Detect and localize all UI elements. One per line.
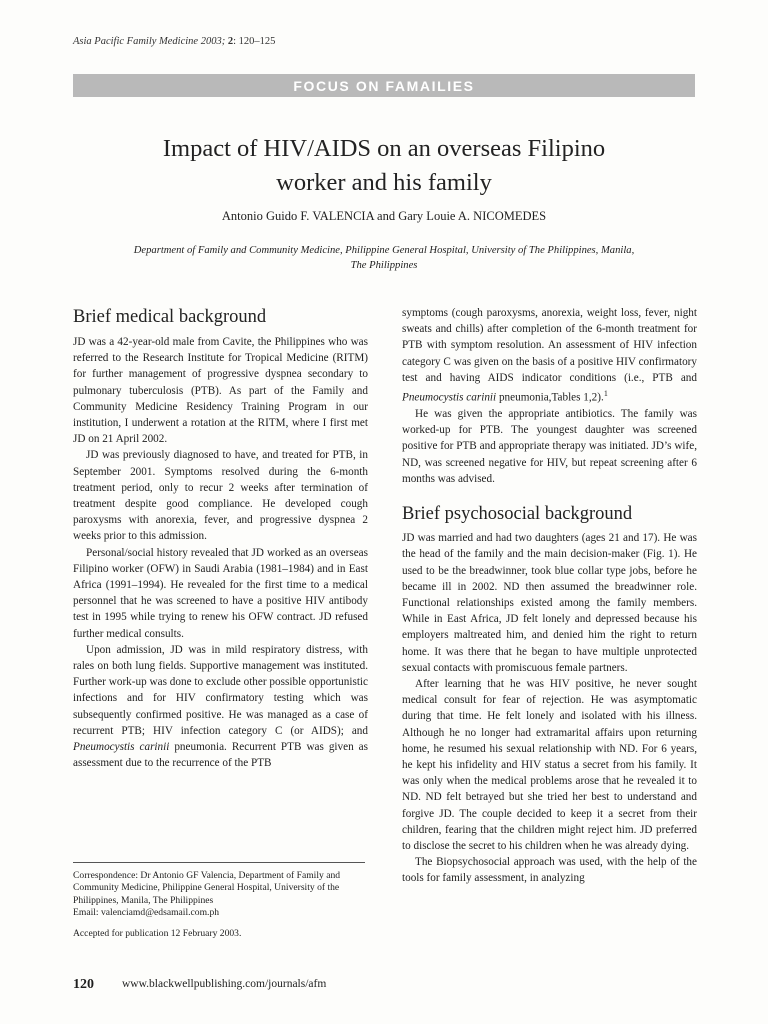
paragraph: [402, 305, 697, 406]
left-column: [73, 334, 368, 771]
paragraph: After learning that he was HIV positive, he never sought medical consult for fear of rejection. He was asymptomatic during that time. He felt lonely and isolated with his illness. Although he no longer had extramarital affairs upon returning home, he resumed his sexual relationship with ND. For 6 years, he kept his infidelity and HIV status a secret from his family. It was only when the medical problems arose that he revealed it to ND. ND felt betrayed but she tried her best to understand and forgive JD. The couple decided to keep it a secret from their children, fearing that the children might reject him. JD preferred to disclose the secret to his children when he was already dying.: [402, 678, 697, 853]
paragraph: Personal/social history revealed that JD worked as an overseas Filipino worker (OFW) in Saudi Arabia (1981–1984) and in East Africa (1991–1994). He revealed for the first time to a medical personnel that he was screened to have a positive HIV antibody test in 1995 while trying to renew his OFW contract. JD refused further medical consults.: [73, 546, 368, 640]
text-run: pneumonia. Recurrent PTB was given as assessment due to the recurrence of the PTB: [73, 741, 368, 770]
italic-term: Pneumocystis carinii: [402, 391, 497, 404]
text-run: pneumonia,Tables 1,2).: [496, 391, 604, 404]
page-number: 120: [73, 977, 94, 992]
correspondence-address: Correspondence: Dr Antonio GF Valencia, Department of Family and Community Medicine, Philippine General Hospital, University of the Philippines, Manila, The Philippines: [73, 870, 341, 906]
heading-psychosocial-background: Brief psychosocial background: [402, 503, 633, 524]
paragraph: JD was a 42-year-old male from Cavite, the Philippines who was referred to the Research Institute for Tropical Medicine (RITM) for further management of progressive dyspnea secondary to pulmonary tuberculosis (PTB). As part of the Family and Community Medicine Residency Training Program in our institution, I underwent a rotation at the RITM, where I first met JD on 21 April 2002.: [73, 336, 368, 446]
paragraph: [73, 642, 368, 772]
correspondence-email: Email: valenciamd@edsamail.com.ph: [73, 907, 220, 919]
article-authors: Antonio Guido F. VALENCIA and Gary Louie A. NICOMEDES: [221, 209, 547, 223]
italic-term: Pneumocystis carinii: [73, 741, 170, 754]
paragraph: JD was married and had two daughters (ages 21 and 17). He was the head of the family and the main decision-maker (Fig. 1). He used to be the breadwinner, took blue collar type jobs, before he became ill in 2002. ND then assumed the breadwinner role. Functional relationships existed among the family members. While in East Africa, JD felt lonely and depressed because his employers maltreated him, and denied him the right to return home. It was there that he began to have multiple unprotected sexual contacts with promiscuous female partners.: [402, 532, 697, 674]
affiliation-line-1: Department of Family and Community Medicine, Philippine General Hospital, University of The Philippines, Manila,: [133, 245, 635, 256]
title-line-1: Impact of HIV/AIDS on an overseas Filipino: [162, 135, 606, 162]
title-line-2: worker and his family: [276, 169, 492, 196]
section-banner: [73, 74, 695, 97]
article-affiliation: [73, 243, 695, 273]
journal-url: www.blackwellpublishing.com/journals/afm: [122, 978, 327, 990]
heading-medical-background: Brief medical background: [73, 307, 267, 327]
text-run: symptoms (cough paroxysms, anorexia, weight loss, fever, night sweats and chills) after completion of the 6-month treatment for PTB with symptom resolution. An assessment of HIV infection category C was given on the basis of a positive HIV confirmatory test and having AIDS indicator conditions (i.e., PTB and: [402, 307, 697, 384]
section-label: FOCUS ON FAMAILIES: [293, 77, 475, 94]
article-title: [73, 132, 695, 200]
journal-name: Asia Pacific Family Medicine: [73, 36, 199, 47]
right-column: [402, 305, 697, 887]
journal-volume: 2: [227, 36, 234, 47]
paragraph: The Biopsychosocial approach was used, with the help of the tools for family assessment, in analyzing: [402, 856, 697, 885]
paragraph: He was given the appropriate antibiotics. The family was worked-up for PTB. The youngest daughter was screened positive for PTB and appropriate therapy was initiated. JD’s wife, ND, was screened negative for HIV, but repeat screening after 6 months was advised.: [402, 407, 697, 485]
journal-citation: [73, 36, 275, 47]
reference-superscript: 1: [603, 389, 608, 399]
text-run: Upon admission, JD was in mild respiratory distress, with rales on both lung fields. Supportive management was instituted. Further work-up was done to exclude other possible opportunistic infections and for HIV confirmatory testing which was subsequently confirmed positive. He was managed as a case of recurrent PTB; HIV infection category C (or AIDS); and: [73, 643, 368, 737]
accepted-date: Accepted for publication 12 February 2003.: [73, 927, 242, 939]
paragraph: JD was previously diagnosed to have, and treated for PTB, in September 2001. Symptoms resolved during the 6-month treatment period, only to recur 2 weeks after termination of treatment despite good compliance. He developed cough paroxysms with anorexia, fever, and progressive dyspnea 2 weeks prior to this admission.: [73, 449, 368, 543]
journal-pages: : 120–125: [233, 36, 276, 47]
journal-year: 2003;: [200, 36, 226, 47]
footnote-divider: [73, 862, 365, 863]
correspondence-footnote: [73, 870, 365, 940]
affiliation-line-2: The Philippines: [350, 260, 418, 271]
